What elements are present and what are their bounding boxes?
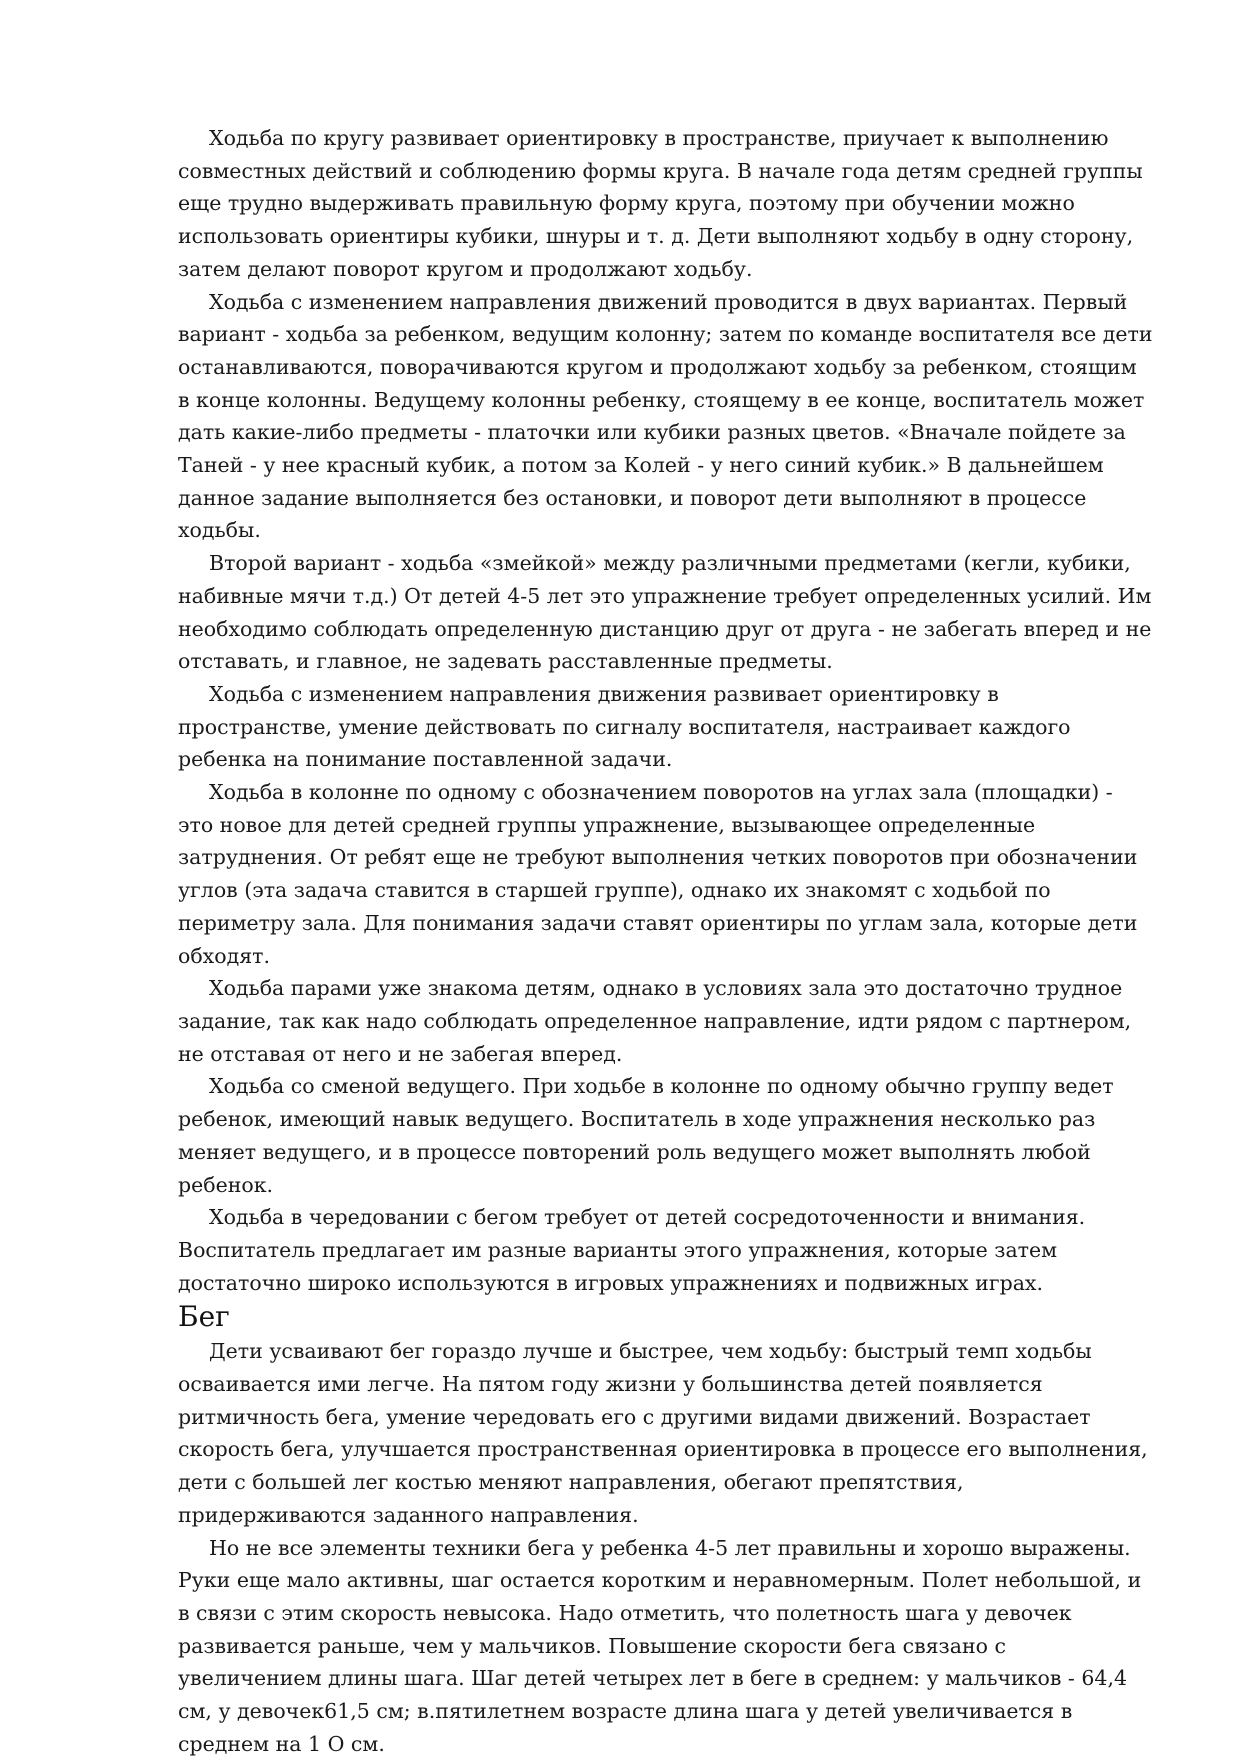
document-page	[178, 122, 1153, 1760]
paragraph-running-intro: Дети усваивают бег гораздо лучше и быстрее, чем ходьбу: быстрый темп ходьбы осваивается ими легче. На пятом году жизни у большинства детей появляется ритмичность бега, умение чередовать его с другими видами движений. Возрастает скорость бега, улучшается пространственная ориентировка в процессе его выполнения, дети с большей лег костью меняют направления, обегают препятствия, придерживаются заданного направления.	[178, 1339, 1148, 1527]
paragraph-orientation: Ходьба с изменением направления движения развивает ориентировку в пространстве, умение действовать по сигналу воспитателя, настраивает каждого ребенка на понимание поставленной задачи.	[178, 681, 1071, 772]
section-heading-running: Бег	[178, 1300, 230, 1334]
paragraph-running-technique: Но не все элементы техники бега у ребенка 4-5 лет правильны и хорошо выражены. Руки еще мало активны, шаг остается коротким и неравномерным. Полет небольшой, и в связи с этим скорость невысока. Надо отметить, что полетность шага у девочек развивается раньше, чем у мальчиков. Повышение скорости бега связано с увеличением длины шага. Шаг детей четырех лет в беге в среднем: у мальчиков - 64,4 см, у девочек61,5 см; в.пятилетнем возрасте длина шага у детей увеличивается в среднем на 1 О см.	[178, 1535, 1142, 1756]
paragraph-snake-walking: Второй вариант - ходьба «змейкой» между различными предметами (кегли, кубики, набивные мячи т.д.) От детей 4-5 лет это упражнение требует определенных усилий. Им необходимо соблюдать определенную дистанцию друг от друга - не забегать вперед и не отставать, и главное, не задевать расставленные предметы.	[178, 551, 1152, 674]
paragraph-column-turns: Ходьба в колонне по одному с обозначением поворотов на углах зала (площадки) - это новое для детей средней группы упражнение, вызывающее определенные затруднения. От ребят еще не требуют выполнения четких поворотов при обозначении углов (эта задача ставится в старшей группе), однако их знакомят с ходьбой по периметру зала. Для понимания задачи ставят ориентиры по углам зала, которые дети обходят.	[178, 780, 1138, 968]
paragraph-pair-walking: Ходьба парами уже знакома детям, однако в условиях зала это достаточно трудное задание, так как надо соблюдать определенное направление, идти рядом с партнером, не отставая от него и не забегая вперед.	[178, 976, 1132, 1066]
paragraph-direction-change: Ходьба с изменением направления движений проводится в двух вариантах. Первый вариант - ходьба за ребенком, ведущим колонну; затем по команде воспитателя все дети останавливаются, поворачиваются кругом и продолжают ходьбу за ребенком, стоящим в конце колонны. Ведущему колонны ребенку, стоящему в ее конце, воспитатель может дать какие-либо предметы - платочки или кубики разных цветов. «Вначале пойдете за Таней - у нее красный кубик, а потом за Колей - у него синий кубик.» В дальнейшем данное задание выполняется без остановки, и поворот дети выполняют в процессе ходьбы.	[178, 289, 1153, 543]
paragraph-walk-run-alternation: Ходьба в чередовании с бегом требует от детей сосредоточенности и внимания. Воспитатель предлагает им разные варианты этого упражнения, которые затем достаточно широко используются в игровых упражнениях и подвижных играх.	[178, 1205, 1086, 1295]
paragraph-circle-walking: Ходьба по кругу развивает ориентировку в пространстве, приучает к выполнению совместных действий и соблюдению формы круга. В начале года детям средней группы еще трудно выдерживать правильную форму круга, поэтому при обучении можно использовать ориентиры кубики, шнуры и т. д. Дети выполняют ходьбу в одну сторону, затем делают поворот кругом и продолжают ходьбу.	[178, 126, 1143, 281]
paragraph-leader-change: Ходьба со сменой ведущего. При ходьбе в колонне по одному обычно группу ведет ребенок, имеющий навык ведущего. Воспитатель в ходе упражнения несколько раз меняет ведущего, и в процессе повторений роль ведущего может выполнять любой ребенок.	[178, 1074, 1114, 1197]
